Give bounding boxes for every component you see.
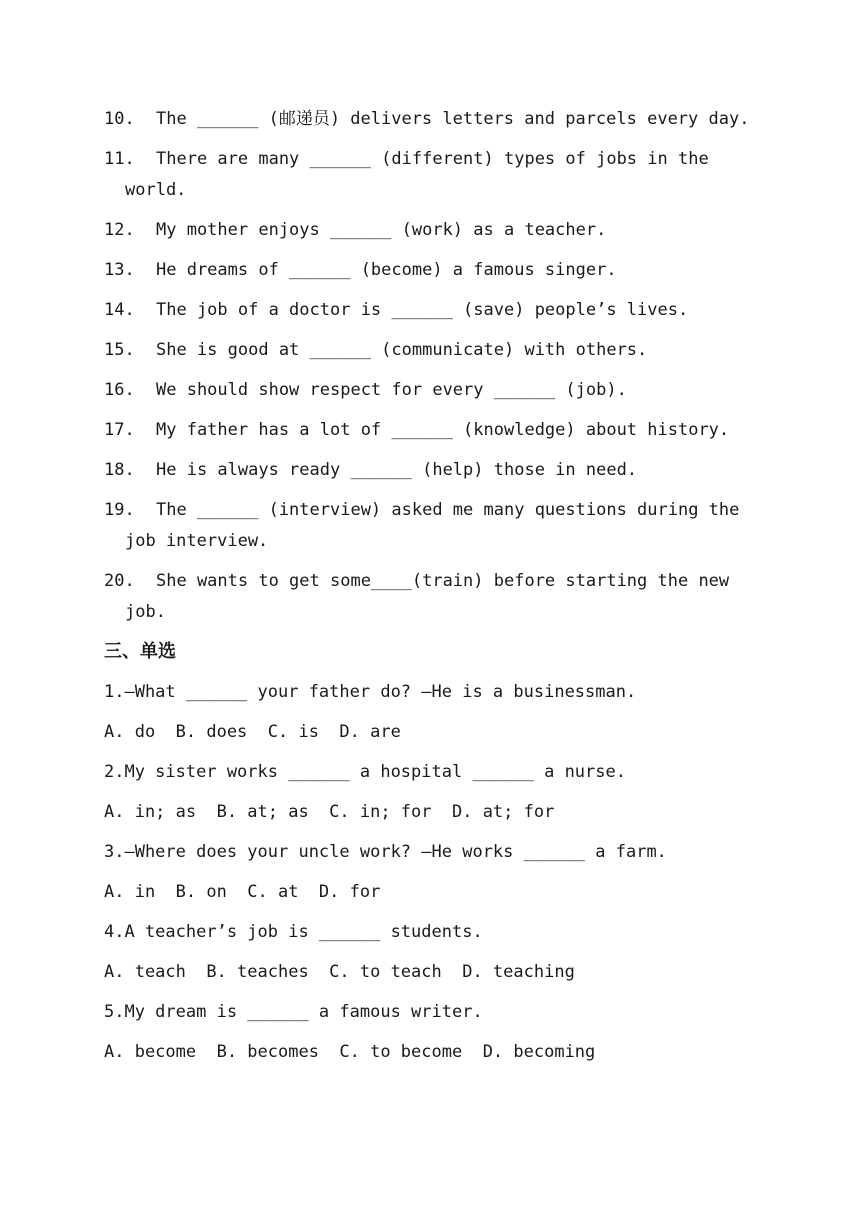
question-number: 17. xyxy=(104,420,135,440)
question-16 xyxy=(104,375,764,406)
question-text: The ______ (邮递员) delivers letters and parcels every day. xyxy=(156,109,750,129)
worksheet-page xyxy=(104,104,764,1077)
question-11 xyxy=(104,144,764,206)
question-14 xyxy=(104,295,764,326)
question-text: She wants to get some____(train) before starting the new xyxy=(156,571,730,591)
mc-question-5-options: A. become B. becomes C. to become D. becoming xyxy=(104,1042,596,1062)
question-10 xyxy=(104,104,764,135)
question-number: 18. xyxy=(104,460,135,480)
question-text: My father has a lot of ______ (knowledge) about history. xyxy=(156,420,730,440)
mc-question-3-options: A. in B. on C. at D. for xyxy=(104,882,381,902)
question-text: My mother enjoys ______ (work) as a teacher. xyxy=(156,220,607,240)
question-number: 19. xyxy=(104,500,135,520)
question-text: We should show respect for every ______ (job). xyxy=(156,380,627,400)
question-text-continued: job interview. xyxy=(125,531,269,551)
question-number: 14. xyxy=(104,300,135,320)
question-text: The ______ (interview) asked me many questions during the xyxy=(156,500,740,520)
question-text-continued: world. xyxy=(125,180,187,200)
question-number: 11. xyxy=(104,149,135,169)
question-20 xyxy=(104,566,764,628)
question-text: There are many ______ (different) types of jobs in the xyxy=(156,149,709,169)
mc-question-4-options: A. teach B. teaches C. to teach D. teaching xyxy=(104,962,575,982)
question-number: 12. xyxy=(104,220,135,240)
mc-question-4-stem: 4.A teacher’s job is ______ students. xyxy=(104,922,483,942)
question-19 xyxy=(104,495,764,557)
question-text: The job of a doctor is ______ (save) people’s lives. xyxy=(156,300,689,320)
mc-question-5-stem: 5.My dream is ______ a famous writer. xyxy=(104,1002,483,1022)
question-number: 15. xyxy=(104,340,135,360)
mc-question-2-options: A. in; as B. at; as C. in; for D. at; for xyxy=(104,802,555,822)
question-number: 10. xyxy=(104,109,135,129)
mc-question-3-stem: 3.—Where does your uncle work? —He works ______ a farm. xyxy=(104,842,667,862)
question-text: He is always ready ______ (help) those in need. xyxy=(156,460,638,480)
multiple-choice-list xyxy=(104,677,764,1067)
question-15 xyxy=(104,335,764,366)
question-number: 16. xyxy=(104,380,135,400)
question-text: He dreams of ______ (become) a famous singer. xyxy=(156,260,617,280)
question-13 xyxy=(104,255,764,286)
question-18 xyxy=(104,455,764,486)
question-text: She is good at ______ (communicate) with others. xyxy=(156,340,648,360)
question-17 xyxy=(104,415,764,446)
question-text-continued: job. xyxy=(125,602,166,622)
mc-question-2-stem: 2.My sister works ______ a hospital ______ a nurse. xyxy=(104,762,626,782)
question-12 xyxy=(104,215,764,246)
question-number: 20. xyxy=(104,571,135,591)
section-title: 三、单选 xyxy=(104,641,176,662)
mc-question-1-options: A. do B. does C. is D. are xyxy=(104,722,401,742)
mc-question-1-stem: 1.—What ______ your father do? —He is a businessman. xyxy=(104,682,637,702)
fill-blank-list xyxy=(104,104,764,628)
question-number: 13. xyxy=(104,260,135,280)
